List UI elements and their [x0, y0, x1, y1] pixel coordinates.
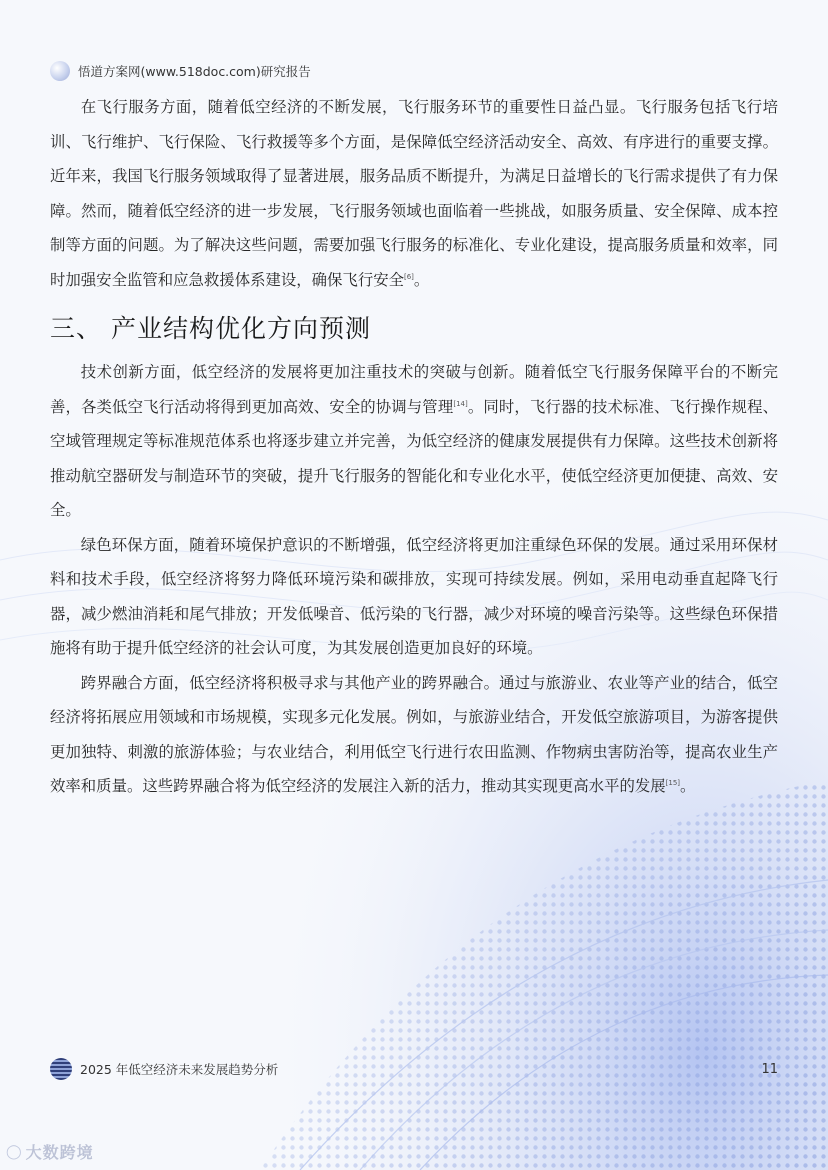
paragraph-tech-innovation: [50, 355, 778, 528]
paragraph-tail: 。: [680, 777, 696, 795]
watermark-logo-icon: ◯: [6, 1143, 22, 1160]
page-number: 11: [761, 1061, 778, 1077]
paragraph-text: 技术创新方面，低空经济的发展将更加注重技术的突破与创新。随着低空飞行服务保障平台的不断完善，各类低空飞行活动将得到更加高效、安全的协调与管理: [50, 363, 778, 416]
footer-logo-icon: [50, 1058, 72, 1080]
watermark-text: 大数跨境: [25, 1143, 94, 1162]
header-logo-icon: [50, 61, 70, 81]
paragraph-text: 在飞行服务方面，随着低空经济的不断发展，飞行服务环节的重要性日益凸显。飞行服务包括飞行培训、飞行维护、飞行保险、飞行救援等多个方面，是保障低空经济活动安全、高效、有序进行的重要支撑。近年来，我国飞行服务领域取得了显著进展，服务品质不断提升，为满足日益增长的飞行需求提供了有力保障。然而，随着低空经济的进一步发展，飞行服务领域也面临着一些挑战，如服务质量、安全保障、成本控制等方面的问题。为了解决这些问题，需要加强飞行服务的标准化、专业化建设，提高服务质量和效率，同时加强安全监管和应急救援体系建设，确保飞行安全: [50, 98, 778, 289]
footer-title: 2025 年低空经济未来发展趋势分析: [80, 1062, 279, 1077]
paragraph-tail: 。: [413, 270, 430, 289]
paragraph-green: [50, 528, 778, 666]
citation: [15]: [665, 778, 681, 787]
paragraph-text: 绿色环保方面，随着环境保护意识的不断增强，低空经济将更加注重绿色环保的发展。通过采用环保材料和技术手段，低空经济将努力降低环境污染和碳排放，实现可持续发展。例如，采用电动垂直起降飞行器，减少燃油消耗和尾气排放；开发低噪音、低污染的飞行器，减少对环境的噪音污染等。这些绿色环保措施将有助于提升低空经济的社会认可度，为其发展创造更加良好的环境。: [50, 535, 778, 657]
page-footer: [50, 1056, 778, 1082]
header-title: 悟道方案网(www.518doc.com)研究报告: [78, 64, 311, 79]
paragraph-crossover: [50, 666, 778, 804]
paragraph-flight-service: [50, 90, 778, 297]
citation: [6]: [404, 272, 414, 281]
paragraph-text: 跨界融合方面，低空经济将积极寻求与其他产业的跨界融合。通过与旅游业、农业等产业的结合，低空经济将拓展应用领域和市场规模，实现多元化发展。例如，与旅游业结合，开发低空旅游项目，为游客提供更加独特、刺激的旅游体验；与农业结合，利用低空飞行进行农田监测、作物病虫害防治等，提高农业生产效率和质量。这些跨界融合将为低空经济的发展注入新的活力，推动其实现更高水平的发展: [50, 673, 778, 795]
main-content: [50, 90, 778, 804]
citation: [14]: [453, 399, 468, 408]
page-header: [50, 60, 311, 82]
watermark: [6, 1140, 94, 1163]
paragraph-text: 。同时，飞行器的技术标准、飞行操作规程、空域管理规定等标准规范体系也将逐步建立并完善，为低空经济的健康发展提供有力保障。这些技术创新将推动航空器研发与制造环节的突破，提升飞行服务的智能化和专业化水平，使低空经济更加便捷、高效、安全。: [50, 397, 778, 519]
section-title: 三、 产业结构优化方向预测: [50, 314, 371, 343]
